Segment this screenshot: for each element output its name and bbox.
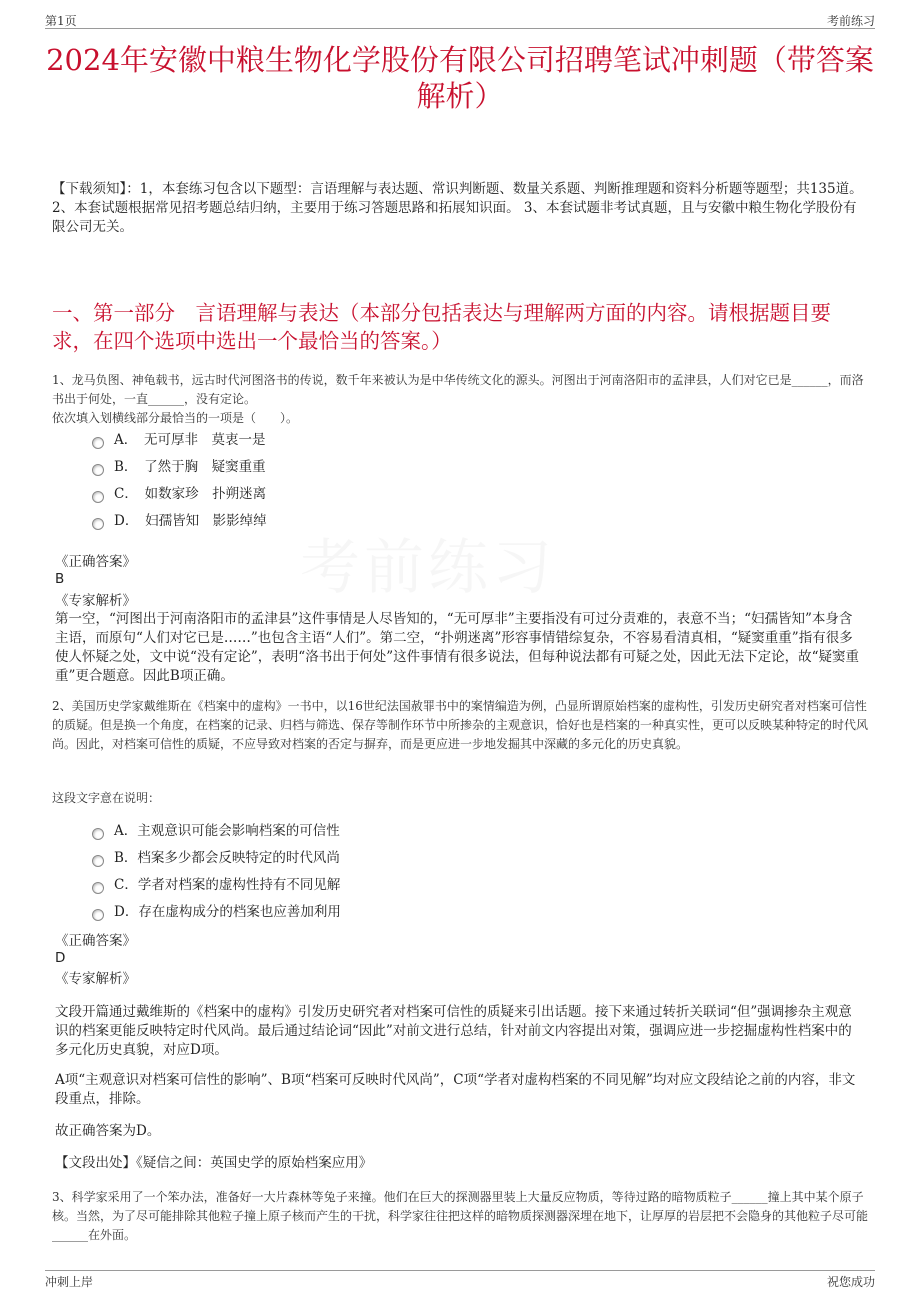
radio-icon[interactable]	[92, 464, 104, 476]
radio-icon[interactable]	[92, 855, 104, 867]
radio-icon[interactable]	[92, 828, 104, 840]
q2-option-a[interactable]: A．主观意识可能会影响档案的可信性	[92, 822, 340, 840]
q2-analysis-1: 文段开篇通过戴维斯的《档案中的虚构》引发历史研究者对档案可信性的质疑来引出话题。接下来通过转折关联词“但”强调掺杂主观意识的档案更能反映特定时代风尚。最后通过结论词“因此”对前文进行总结，针对前文内容提出对策，强调应进一步挖掘虚构性档案中的多元化历史真貌，对应D项。	[55, 1004, 852, 1058]
q1-answer: B	[55, 571, 65, 587]
footer-left: 冲刺上岸	[45, 1275, 94, 1289]
radio-icon[interactable]	[92, 518, 104, 530]
section-title: 一、第一部分 言语理解与表达（本部分包括表达与理解两方面的内容。请根据题目要求，在四个选项中选出一个最恰当的答案。）	[52, 301, 831, 353]
watermark	[300, 520, 556, 606]
q2-analysis-2: A项“主观意识对档案可信性的影响”、B项“档案可反映时代风尚”，C项“学者对虚构档案的不同见解”均对应文段结论之前的内容，非文段重点，排除。	[55, 1072, 856, 1107]
radio-icon[interactable]	[92, 437, 104, 449]
question-1-prompt: 依次填入划横线部分最恰当的一项是（ ）。	[52, 411, 299, 425]
q1-option-c[interactable]: C． 如数家珍 扑朔迷离	[92, 485, 266, 503]
q1-analysis-label: 《专家解析》	[55, 593, 136, 609]
q1-analysis: 第一空，“河图出于河南洛阳市的孟津县”这件事情是人尽皆知的，“无可厚非”主要指没有可过分责难的，表意不当；“妇孺皆知”本身含主语，而原句“人们对它已是……”也包含主语“人们”。第二空，“扑朔迷离”形容事情错综复杂，不容易看清真相，“疑窦重重”指有很多使人怀疑之处，文中说“没有定论”，表明“洛书出于何处”这件事情有很多说法，但每种说法都有可疑之处，因此无法下定论，故“疑窦重重”更合题意。因此B项正确。	[55, 611, 860, 684]
q2-answer-label: 《正确答案》	[55, 933, 136, 949]
q1-answer-label: 《正确答案》	[55, 554, 136, 570]
radio-icon[interactable]	[92, 491, 104, 503]
q1-option-d[interactable]: D． 妇孺皆知 影影绰绰	[92, 512, 267, 530]
q2-option-c[interactable]: C．学者对档案的虚构性持有不同见解	[92, 876, 340, 894]
q2-option-b[interactable]: B．档案多少都会反映特定的时代风尚	[92, 849, 340, 867]
q2-analysis-3: 故正确答案为D。	[55, 1123, 161, 1139]
q1-option-b[interactable]: B． 了然于胸 疑窦重重	[92, 458, 266, 476]
q1-option-a[interactable]: A． 无可厚非 莫衷一是	[92, 431, 266, 449]
page-number: 第1页	[45, 14, 77, 28]
q2-analysis-label: 《专家解析》	[55, 971, 136, 987]
q2-source: 【文段出处】《疑信之间：英国史学的原始档案应用》	[55, 1155, 373, 1171]
radio-icon[interactable]	[92, 909, 104, 921]
page-header	[45, 10, 875, 29]
question-2-stem: 2、美国历史学家戴维斯在《档案中的虚构》一书中，以16世纪法国赦罪书中的案情编造为例，凸显所谓原始档案的虚构性，引发历史研究者对档案可信性的质疑。但是换一个角度，在档案的记录、归档与筛选、保存等制作环节中所掺杂的主观意识，恰好也是档案的一种真实性，更可以反映某种特定的时代风尚。因此，对档案可信性的质疑，不应导致对档案的否定与摒弃，而是更应进一步地发掘其中深藏的多元化的历史真貌。	[52, 699, 869, 751]
question-3-stem: 3、科学家采用了一个笨办法，准备好一大片森林等兔子来撞。他们在巨大的探测器里装上大量反应物质，等待过路的暗物质粒子______撞上其中某个原子核。当然，为了尽可能排除其他粒子撞上原子核而产生的干扰，科学家往往把这样的暗物质探测器深埋在地下，让厚厚的岩层把不会隐身的其他粒子尽可能______在外面。	[52, 1190, 869, 1242]
q2-answer: D	[55, 950, 66, 966]
q2-option-d[interactable]: D．存在虚构成分的档案也应善加利用	[92, 903, 341, 921]
page-footer	[45, 1270, 875, 1291]
footer-right: 祝您成功	[826, 1275, 875, 1289]
question-2-prompt: 这段文字意在说明：	[52, 791, 161, 805]
document-title: 2024年安徽中粮生物化学股份有限公司招聘笔试冲刺题（带答案解析）	[46, 43, 874, 113]
header-category: 考前练习	[826, 14, 875, 28]
question-1-stem: 1、龙马负图、神龟载书，远古时代河图洛书的传说，数千年来被认为是中华传统文化的源头。河图出于河南洛阳市的孟津县，人们对它已是______，而洛书出于何处，一直______，没有定论。	[52, 373, 864, 406]
download-notice: 【下载须知】：1，本套练习包含以下题型：言语理解与表达题、常识判断题、数量关系题、判断推理题和资料分析题等题型；共135道。 2、本套试题根据常见招考题总结归纳，主要用于练习答题思路和拓展知识面。 3、本套试题非考试真题，且与安徽中粮生物化学股份有限公司无关。	[52, 181, 863, 235]
radio-icon[interactable]	[92, 882, 104, 894]
